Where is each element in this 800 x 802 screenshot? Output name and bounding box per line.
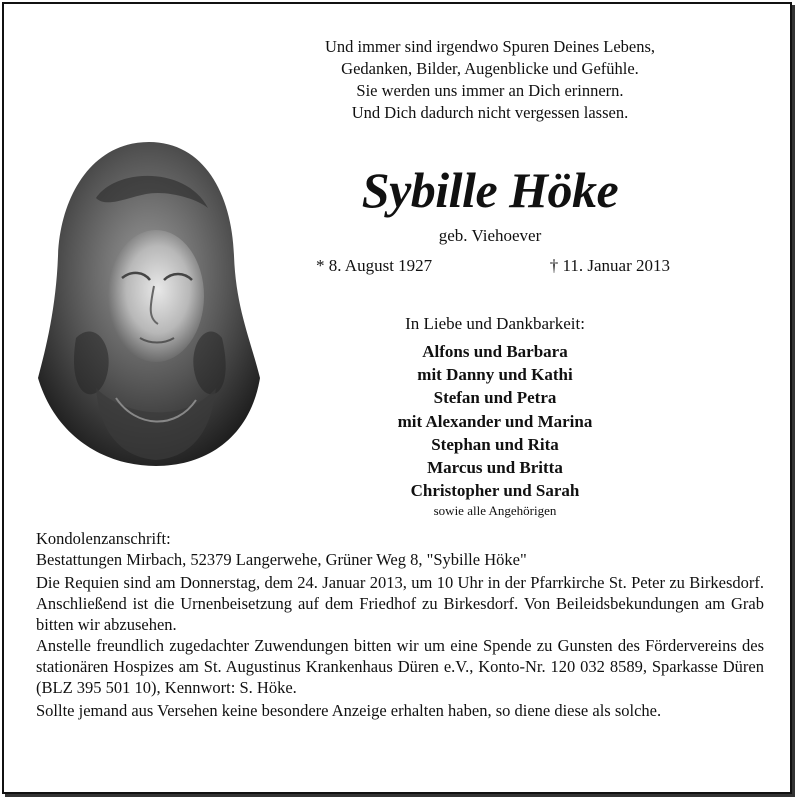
madonna-portrait-image xyxy=(36,138,262,468)
condolence-address: Bestattungen Mirbach, 52379 Langerwehe, Grüner Weg 8, "Sybille Höke" xyxy=(36,550,527,569)
poem-line: Gedanken, Bilder, Augenblicke und Gefühle. xyxy=(341,59,639,78)
mourner-entry: mit Alexander und Marina xyxy=(397,411,593,431)
mourner-entry: mit Danny und Kathi xyxy=(417,365,573,385)
notice-paragraph: Sollte jemand aus Versehen keine besondere Anzeige erhalten haben, so diene diese als solche. xyxy=(36,701,662,720)
poem-line: Und immer sind irgendwo Spuren Deines Lebens, xyxy=(324,37,656,56)
condolence-label: Kondolenzanschrift: xyxy=(36,529,171,548)
poem-line: Und Dich dadurch nicht vergessen lassen. xyxy=(351,103,629,122)
life-dates xyxy=(300,256,690,278)
memorial-poem xyxy=(240,36,740,124)
mourners-list xyxy=(300,340,690,502)
mourner-entry: Alfons und Barbara xyxy=(422,342,568,361)
obituary-details xyxy=(36,528,764,721)
donation-paragraph: Anstelle freundlich zugedachter Zuwendungen bitten wir um eine Spende zu Gunsten des Fördervereins des stationären Hospizes am St. Augustinus Krankenhaus Düren e.V., Konto-Nr. 120 032 8589, Sparkasse Düren (BLZ 395 501 10), Kennwort: S. Höke. xyxy=(36,636,764,697)
mourners-intro: In Liebe und Dankbarkeit: xyxy=(405,314,585,333)
birth-date: * 8. August 1927 xyxy=(316,256,433,275)
service-paragraph: Die Requien sind am Donnerstag, dem 24. Januar 2013, um 10 Uhr in der Pfarrkirche St. Peter zu Birkesdorf. Anschließend ist die Urnenbeisetzung auf dem Friedhof zu Birkesdorf. Von Beileidsbekundungen am Grab bitten wir abzusehen. xyxy=(36,573,764,634)
deceased-name: Sybille Höke xyxy=(361,162,619,218)
other-relatives: sowie alle Angehörigen xyxy=(433,503,557,518)
mourner-entry: Marcus und Britta xyxy=(427,458,563,478)
mourner-entry: Stefan und Petra xyxy=(433,388,557,408)
death-date: † 11. Januar 2013 xyxy=(549,256,670,275)
poem-line: Sie werden uns immer an Dich erinnern. xyxy=(356,81,624,100)
birth-name: geb. Viehoever xyxy=(438,226,542,245)
mourner-entry: Stephan und Rita xyxy=(431,434,559,454)
mourner-entry: Christopher und Sarah xyxy=(410,481,580,501)
